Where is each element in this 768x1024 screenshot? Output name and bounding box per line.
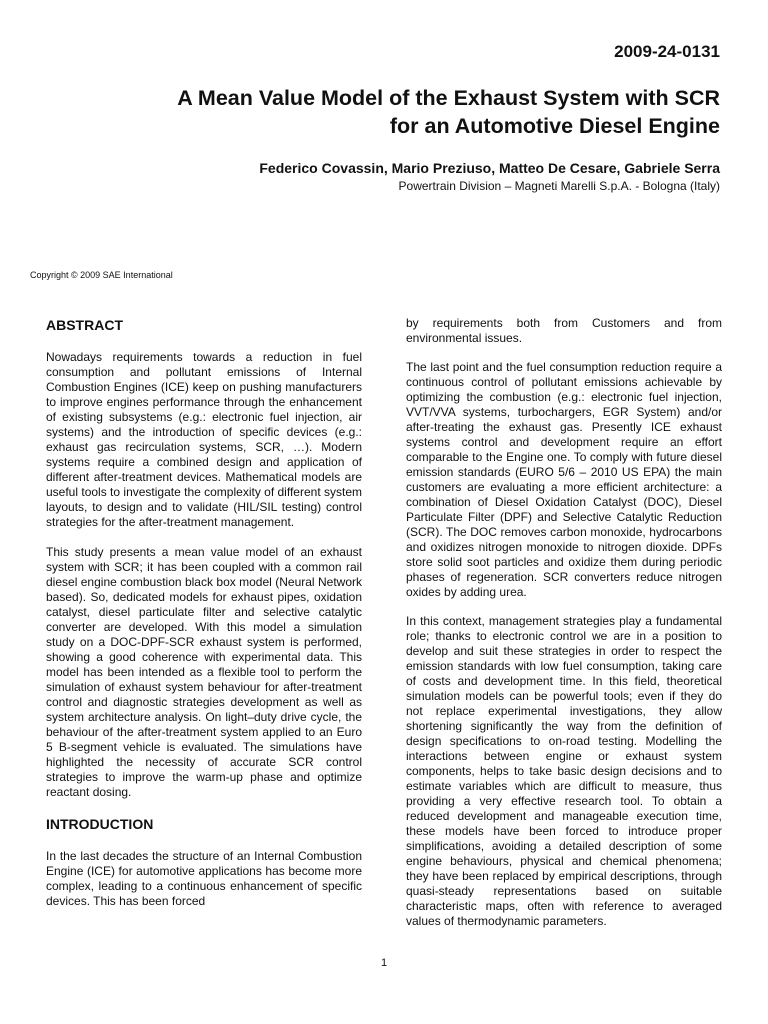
title-line-2: for an Automotive Diesel Engine — [389, 114, 720, 138]
introduction-paragraph-1: In the last decades the structure of an Internal Combustion Engine (ICE) for automotive applications has become more complex, leading to a continuous enhancement of specific devices. This has been forced — [46, 849, 362, 908]
left-column — [46, 316, 362, 924]
introduction-paragraph-continued: by requirements both from Customers and from environmental issues. — [406, 316, 722, 345]
abstract-paragraph-1: Nowadays requirements towards a reduction in fuel consumption and pollutant emissions of Internal Combustion Engines (ICE) keep on pushing manufacturers to improve engines performance through the enhancement of existing subsystems (e.g.: electronic fuel injection, air systems) and the introduction of specific devices (e.g.: exhaust gas recirculation systems, SCR, …). Modern systems require a combined design and application of different after-treatment devices. Mathematical models are useful tools to investigate the complexity of different system layouts, to design and to validate (HIL/SIL testing) control strategies for the after-treatment management. — [46, 350, 362, 529]
introduction-paragraph-2: The last point and the fuel consumption reduction require a continuous control of pollutant emissions achievable by optimizing the combustion (e.g.: electronic fuel injection, VVT/VVA systems, turbochargers, EGR System) and/or after-treating the exhaust gas. Presently ICE exhaust systems control and development require an effort comparable to the Engine one. To comply with future diesel emission standards (EURO 5/6 – 2010 US EPA) the main customers are evaluating a more efficient architecture: a combination of Diesel Oxidation Catalyst (DOC), Diesel Particulate Filter (DPF) and Selective Catalytic Reduction (SCR). The DOC removes carbon monoxide, hydrocarbons and oxidizes nitrogen monoxide to nitrogen dioxide. DPFs store solid soot particles and oxidize them during periodic phases of regeneration. SCR converters reduce nitrogen oxides by adding urea. — [406, 360, 722, 599]
copyright-notice: Copyright © 2009 SAE International — [30, 270, 173, 280]
introduction-heading: INTRODUCTION — [46, 816, 154, 832]
right-column — [406, 316, 722, 943]
page-number: 1 — [380, 957, 388, 969]
paper-id: 2009-24-0131 — [614, 42, 720, 61]
affiliation: Powertrain Division – Magneti Marelli S.p.A. - Bologna (Italy) — [398, 179, 720, 193]
title-line-1: A Mean Value Model of the Exhaust System with SCR — [177, 86, 720, 110]
abstract-heading: ABSTRACT — [46, 317, 123, 333]
introduction-paragraph-3: In this context, management strategies play a fundamental role; thanks to electronic control we are in a position to develop and suit these strategies in order to respect the emission standards with low fuel consumption, taking care of costs and development time. In this field, theoretical simulation models can be powerful tools; even if they do not replace experimental investigations, they allow shortening significantly the way from the definition of design specifications to on-road testing. Modelling the interactions between engine or exhaust system components, helps to take basic design decisions and to estimate variables which are difficult to measure, thus providing a very effective research tool. To obtain a reduced development and manageable execution time, these models have been forced to introduce proper simplifications, avoiding a detailed description of some engine behaviours, physical and chemical phenomena; they have been replaced by empirical descriptions, through quasi-steady representations based on suitable characteristic maps, often with reference to averaged values of thermodynamic parameters. — [406, 614, 722, 928]
paper-title — [80, 84, 720, 140]
authors: Federico Covassin, Mario Preziuso, Matteo De Cesare, Gabriele Serra — [259, 160, 720, 176]
abstract-paragraph-2: This study presents a mean value model of an exhaust system with SCR; it has been coupled with a common rail diesel engine combustion black box model (Neural Network based). So, dedicated models for exhaust pipes, oxidation catalyst, diesel particulate filter and selective catalytic converter are developed. With this model a simulation study on a DOC-DPF-SCR exhaust system is performed, showing a good coherence with experimental data. This model has been intended as a flexible tool to perform the simulation of exhaust system behaviour for after-treatment control and diagnostic strategies development as well as system architecture analysis. On light–duty drive cycle, the behaviour of the after-treatment system applied to an Euro 5 B-segment vehicle is evaluated. The simulations have highlighted the necessity of accurate SCR control strategies to improve the warm-up phase and optimize reactant dosing. — [46, 545, 362, 799]
